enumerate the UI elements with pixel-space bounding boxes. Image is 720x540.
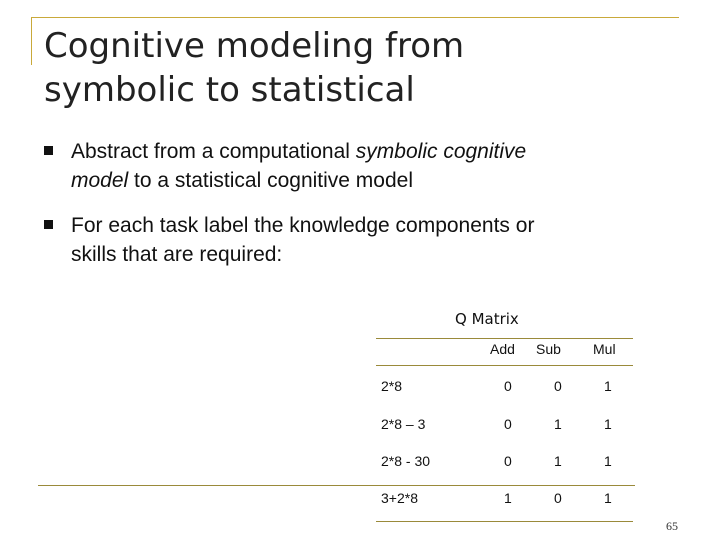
bullet-2-line-2: skills that are required: xyxy=(71,243,283,266)
slide-title-line-1: Cognitive modeling from xyxy=(44,26,465,66)
frame-left-line xyxy=(31,17,32,65)
table-cell: 1 xyxy=(554,416,562,432)
header-bottom-rule xyxy=(376,365,633,366)
table-cell: 0 xyxy=(554,378,562,394)
column-header-mul: Mul xyxy=(593,341,616,357)
table-cell: 0 xyxy=(554,490,562,506)
bullet-1-line-2-text: to a statistical cognitive model xyxy=(128,169,414,192)
table-top-rule xyxy=(376,338,633,339)
row-label: 2*8 – 3 xyxy=(381,416,426,432)
frame-top-line xyxy=(31,17,679,18)
column-header-add: Add xyxy=(490,341,515,357)
table-long-rule xyxy=(38,485,635,486)
row-label: 3+2*8 xyxy=(381,490,418,506)
bullet-text-1 xyxy=(71,137,691,195)
bullet-1-line-1-text: Abstract from a computational xyxy=(71,140,356,163)
table-cell: 1 xyxy=(604,490,612,506)
bullet-square-icon xyxy=(44,146,53,155)
table-cell: 0 xyxy=(504,453,512,469)
table-bottom-rule xyxy=(376,521,633,522)
table-cell: 1 xyxy=(604,416,612,432)
bullet-square-icon xyxy=(44,220,53,229)
bullet-2-line-1: For each task label the knowledge components or xyxy=(71,214,535,237)
bullet-1-line-1-italic: symbolic cognitive xyxy=(355,140,527,163)
row-label: 2*8 - 30 xyxy=(381,453,431,469)
bullet-text-2 xyxy=(71,211,691,269)
page-number: 65 xyxy=(666,519,678,533)
table-cell: 1 xyxy=(604,378,612,394)
table-cell: 1 xyxy=(554,453,562,469)
column-header-sub: Sub xyxy=(536,341,561,357)
row-label: 2*8 xyxy=(381,378,403,394)
q-matrix-title: Q Matrix xyxy=(455,310,519,328)
slide-title-line-2: symbolic to statistical xyxy=(44,70,415,110)
table-cell: 0 xyxy=(504,416,512,432)
table-cell: 1 xyxy=(604,453,612,469)
table-cell: 1 xyxy=(504,490,512,506)
bullet-1-line-2-italic: model xyxy=(71,169,129,192)
table-cell: 0 xyxy=(504,378,512,394)
slide-title xyxy=(44,24,464,112)
